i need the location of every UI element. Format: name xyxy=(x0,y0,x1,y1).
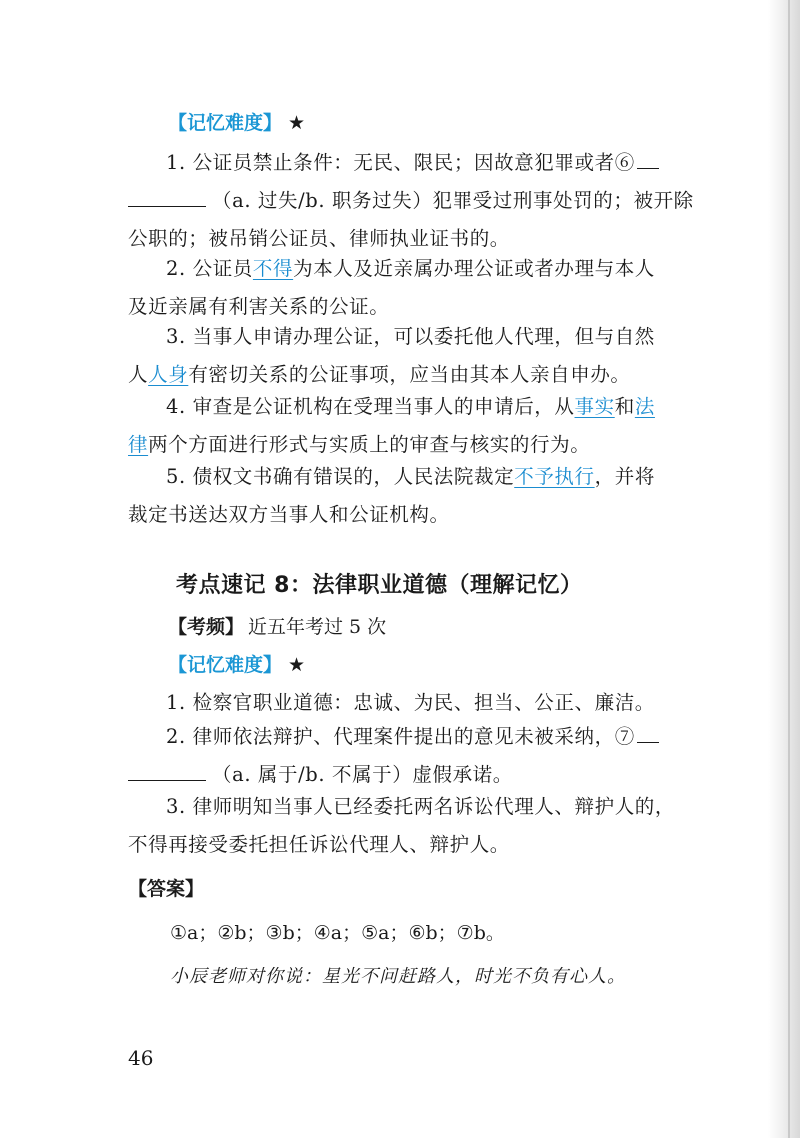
answer-label: 【答案】 xyxy=(128,878,205,900)
item-1-line-1: 1. 公证员禁止条件：无民、限民；因故意犯罪或者⑥ xyxy=(166,151,635,174)
item-2-notary-restriction xyxy=(128,250,688,326)
item-3-lawyer-commission xyxy=(128,788,688,864)
memory-difficulty-label: 【记忆难度】 xyxy=(168,654,283,676)
frequency-label: 【考频】 xyxy=(168,616,245,638)
blank-7-start xyxy=(637,720,659,743)
item-2-text-pre: 2. 公证员 xyxy=(166,257,253,280)
item-4-text-pre: 4. 审查是公证机构在受理当事人的申请后，从 xyxy=(166,395,575,418)
item-5-line-2: 裁定书送达双方当事人和公证机构。 xyxy=(128,503,450,526)
page-number: 46 xyxy=(128,1046,154,1070)
keyword-fa: 法 xyxy=(634,395,655,418)
blank-7-end xyxy=(128,758,206,781)
item-5-debt-instrument xyxy=(128,458,688,534)
memory-difficulty-tag-2 xyxy=(168,650,305,677)
item-4-text-post: 两个方面进行形式与实质上的审查与核实的行为。 xyxy=(148,433,591,456)
star-icon: ★ xyxy=(288,112,306,134)
star-icon: ★ xyxy=(288,654,306,676)
item-s2-3-line-1: 3. 律师明知当事人已经委托两名诉讼代理人、辩护人的， xyxy=(166,795,676,818)
item-s2-2-line-2: （a. 属于/b. 不属于）虚假承诺。 xyxy=(212,763,513,786)
item-3-agent-application xyxy=(128,318,688,394)
item-s2-2-line-1: 2. 律师依法辩护、代理案件提出的意见未被采纳，⑦ xyxy=(166,725,635,748)
item-2-lawyer-opinion xyxy=(128,718,688,794)
memory-difficulty-label: 【记忆难度】 xyxy=(168,112,283,134)
keyword-bu-de: 不得 xyxy=(252,257,294,280)
item-2-line-2: 及近亲属有利害关系的公证。 xyxy=(128,295,390,318)
item-3-text-pre: 人 xyxy=(128,363,149,386)
item-3-line-1: 3. 当事人申请办理公证，可以委托他人代理，但与自然 xyxy=(166,325,655,348)
item-2-text-post: 为本人及近亲属办理公证或者办理与本人 xyxy=(293,257,655,280)
answer-text: ①a；②b；③b；④a；⑤a；⑥b；⑦b。 xyxy=(170,922,505,944)
frequency-tag xyxy=(168,612,386,639)
item-s2-1-text: 1. 检察官职业道德：忠诚、为民、担当、公正、廉洁。 xyxy=(166,691,655,714)
keyword-lv: 律 xyxy=(128,433,149,456)
blank-6-end xyxy=(128,184,206,207)
item-1-line-3: 公职的；被吊销公证员、律师执业证书的。 xyxy=(128,227,510,250)
item-5-text-pre: 5. 债权文书确有错误的，人民法院裁定 xyxy=(166,465,515,488)
section-heading: 考点速记 8：法律职业道德（理解记忆） xyxy=(176,573,583,598)
teacher-note: 小辰老师对你说：星光不问赶路人，时光不负有心人。 xyxy=(170,966,626,987)
item-1-line-2: （a. 过失/b. 职务过失）犯罪受过刑事处罚的；被开除 xyxy=(212,189,694,212)
memory-difficulty-tag-1 xyxy=(168,108,305,135)
frequency-text: 近五年考过 5 次 xyxy=(248,616,387,638)
item-1-prosecutor-ethics xyxy=(128,684,688,722)
item-4-text-mid: 和 xyxy=(614,395,635,418)
item-1-notary-prohibition xyxy=(128,144,694,258)
keyword-ren-shen: 人身 xyxy=(148,363,189,386)
keyword-bu-yu-zhi-xing: 不予执行 xyxy=(514,465,595,488)
item-3-text-post: 有密切关系的公证事项，应当由其本人亲自申办。 xyxy=(188,363,631,386)
item-s2-3-line-2: 不得再接受委托担任诉讼代理人、辩护人。 xyxy=(128,833,510,856)
page-spine-edge xyxy=(788,0,790,1138)
item-4-review-definition xyxy=(128,388,688,464)
keyword-shi-shi: 事实 xyxy=(574,395,615,418)
blank-6-start xyxy=(637,146,659,169)
item-5-text-post: ，并将 xyxy=(594,465,655,488)
